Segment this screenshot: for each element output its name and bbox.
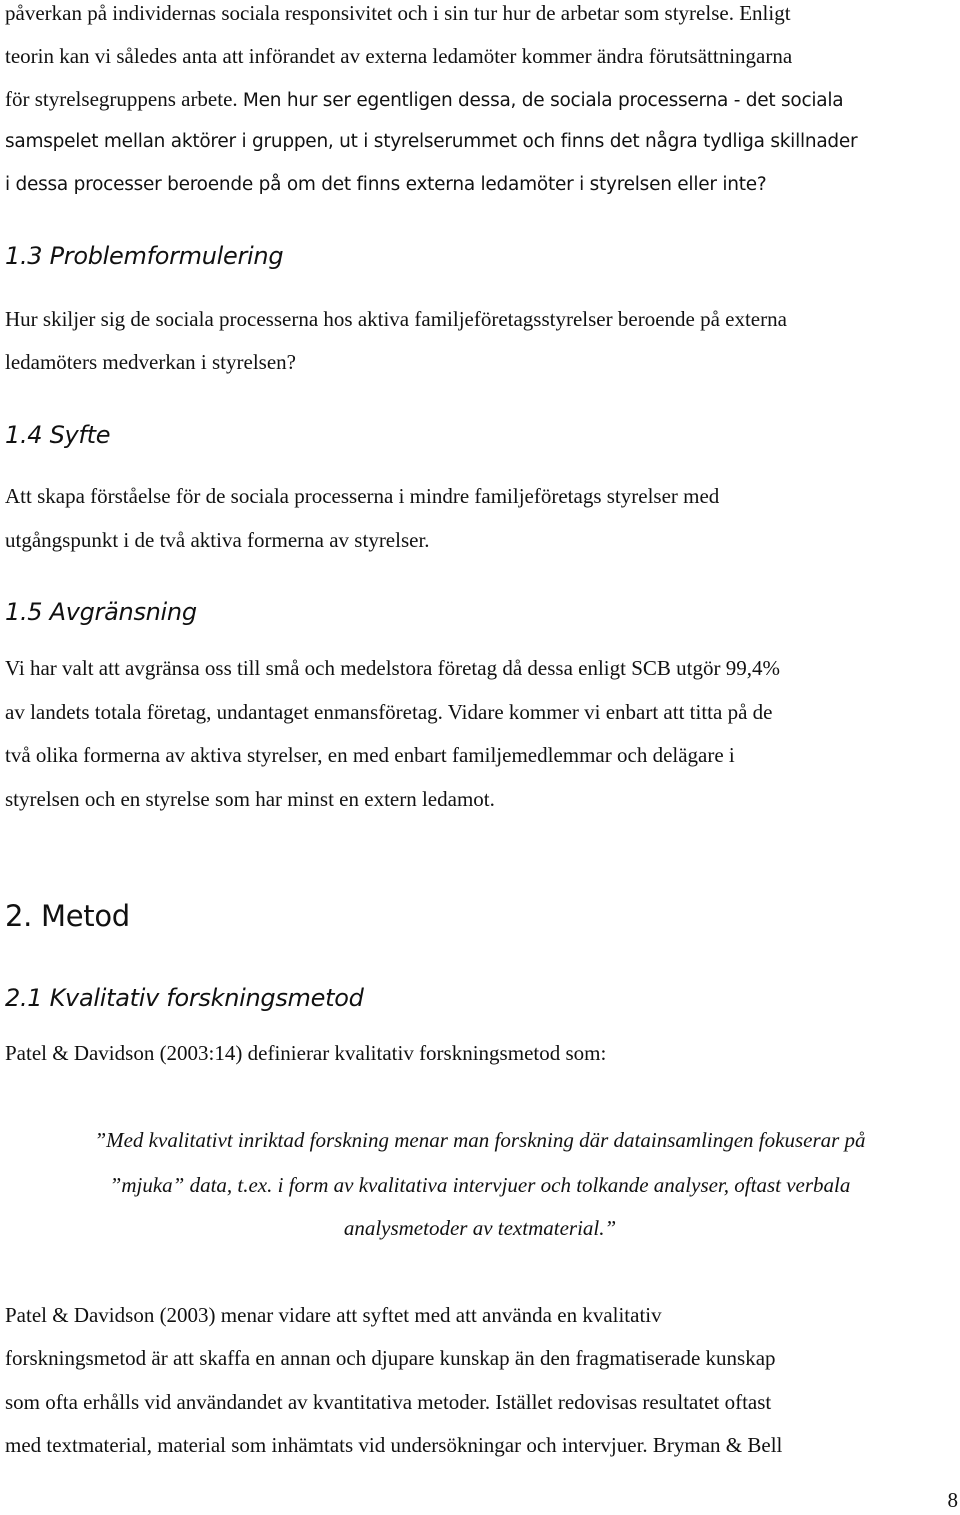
quote-line-2: ”mjuka” data, t.ex. i form av kvalitativa intervjuer och tolkande analyser, oftast verbala: [109, 1173, 851, 1197]
intro-line-5: i dessa processer beroende på om det finns externa ledamöter i styrelsen eller inte?: [5, 174, 767, 195]
avgransning-line-1: Vi har valt att avgränsa oss till små och medelstora företag då dessa enligt SCB utgör 99,4%: [5, 656, 780, 680]
intro-line-3: [5, 86, 843, 114]
intro-line-3-serif: för styrelsegruppens arbete.: [5, 87, 243, 111]
syfte-line-2: utgångspunkt i de två aktiva formerna av styrelser.: [5, 528, 430, 552]
quote-line-1: ”Med kvalitativt inriktad forskning menar man forskning där datainsamlingen fokuserar på: [94, 1128, 866, 1152]
syfte-line-1: Att skapa förståelse för de sociala processerna i mindre familjeföretags styrelser med: [5, 484, 720, 508]
heading-kvalitativ-forskningsmetod: 2.1 Kvalitativ forskningsmetod: [5, 984, 364, 1012]
page-number: 8: [947, 1488, 958, 1512]
heading-problemformulering: 1.3 Problemformulering: [5, 242, 284, 270]
intro-line-4: samspelet mellan aktörer i gruppen, ut i styrelserummet och finns det några tydliga skillnader: [5, 131, 858, 152]
intro-line-1: påverkan på individernas sociala responsivitet och i sin tur hur de arbetar som styrelse. Enligt: [5, 1, 791, 25]
metod-line-1: Patel & Davidson (2003) menar vidare att syftet med att använda en kvalitativ: [5, 1303, 662, 1327]
metod-line-3: som ofta erhålls vid användandet av kvantitativa metoder. Istället redovisas resultatet oftast: [5, 1390, 772, 1414]
avgransning-line-3: två olika formerna av aktiva styrelser, en med enbart familjemedlemmar och delägare i: [5, 743, 735, 767]
intro-line-2: teorin kan vi således anta att införandet av externa ledamöter kommer ändra förutsättningarna: [5, 44, 793, 68]
heading-avgransning: 1.5 Avgränsning: [5, 598, 197, 626]
avgransning-line-2: av landets totala företag, undantaget enmansföretag. Vidare kommer vi enbart att titta på de: [5, 700, 773, 724]
problem-line-2: ledamöters medverkan i styrelsen?: [5, 350, 296, 374]
metod-intro-line: Patel & Davidson (2003:14) definierar kvalitativ forskningsmetod som:: [5, 1041, 607, 1065]
metod-line-4: med textmaterial, material som inhämtats vid undersökningar och intervjuer. Bryman & Bell: [5, 1433, 783, 1457]
quote-line-3: analysmetoder av textmaterial.”: [343, 1216, 617, 1240]
problem-line-1: Hur skiljer sig de sociala processerna hos aktiva familjeföretagsstyrelser beroende på externa: [5, 307, 787, 331]
heading-syfte: 1.4 Syfte: [5, 421, 111, 449]
intro-line-3-sans: Men hur ser egentligen dessa, de sociala processerna - det sociala: [242, 90, 844, 111]
metod-line-2: forskningsmetod är att skaffa en annan och djupare kunskap än den fragmatiserade kunskap: [5, 1346, 776, 1370]
heading-metod: 2. Metod: [5, 899, 130, 933]
avgransning-line-4: styrelsen och en styrelse som har minst en extern ledamot.: [5, 787, 495, 811]
